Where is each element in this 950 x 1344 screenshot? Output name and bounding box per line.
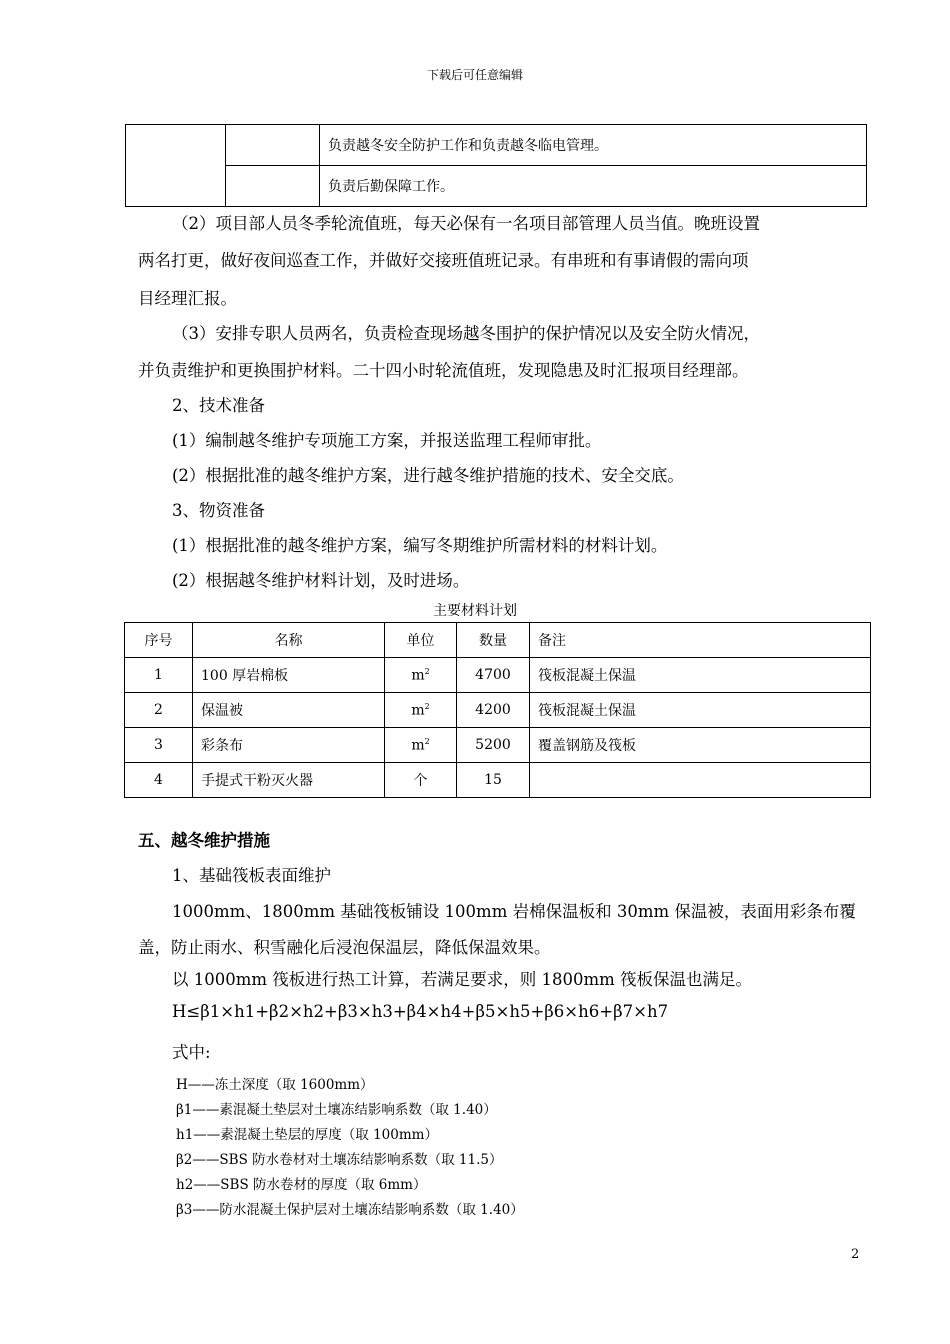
header-cell: 备注: [530, 623, 871, 658]
duty-table-duty-cell: 负责后勤保障工作。: [320, 166, 867, 207]
material-name: 手提式干粉灭火器: [193, 763, 385, 798]
definition-line: h2——SBS 防水卷材的厚度（取 6mm）: [176, 1177, 427, 1193]
paragraph: (2）根据越冬维护材料计划，及时进场。: [172, 571, 470, 590]
page-number: 2: [851, 1247, 860, 1262]
material-unit: $m^2$: [385, 728, 457, 763]
material-name: 保温被: [193, 693, 385, 728]
material-qty: 5200: [457, 728, 530, 763]
materials-table: [124, 622, 871, 798]
header-cell: 名称: [193, 623, 385, 658]
paragraph: 以 1000mm 筏板进行热工计算，若满足要求，则 1800mm 筏板保温也满足。: [172, 970, 753, 989]
paragraph: 并负责维护和更换围护材料。二十四小时轮流值班，发现隐患及时汇报项目经理部。: [138, 361, 749, 380]
material-qty: 15: [457, 763, 530, 798]
formula: H≤β1×h1+β2×h2+β3×h3+β4×h4+β5×h5+β6×h6+β7×h7: [172, 1002, 669, 1021]
table-row: [125, 763, 871, 798]
paragraph: (1）根据批准的越冬维护方案，编写冬期维护所需材料的材料计划。: [172, 536, 668, 555]
table-caption: 主要材料计划: [433, 603, 517, 619]
material-qty: 4200: [457, 693, 530, 728]
table-row: [125, 728, 871, 763]
definition-line: β1——素混凝土垫层对土壤冻结影响系数（取 1.40）: [176, 1102, 497, 1118]
header-cell: 数量: [457, 623, 530, 658]
row-number: 4: [125, 763, 193, 798]
subsection-heading: 1、基础筏板表面维护: [172, 866, 331, 885]
paragraph: 两名打更，做好夜间巡查工作，并做好交接班值班记录。有串班和有事请假的需向项: [138, 251, 749, 270]
section-heading: 2、技术准备: [172, 396, 265, 415]
paragraph: 1000mm、1800mm 基础筏板铺设 100mm 岩棉保温板和 30mm 保温被，表面用彩条布覆: [172, 902, 856, 921]
duty-table: [125, 124, 867, 207]
material-unit: 个: [385, 763, 457, 798]
material-unit: $m^2$: [385, 693, 457, 728]
duty-table-group-cell: [126, 125, 226, 207]
material-note: 筏板混凝土保温: [530, 693, 871, 728]
paragraph: (2）根据批准的越冬维护方案，进行越冬维护措施的技术、安全交底。: [172, 466, 684, 485]
definition-line: H——冻土深度（取 1600mm）: [176, 1077, 374, 1093]
material-unit: $m^2$: [385, 658, 457, 693]
definition-line: h1——素混凝土垫层的厚度（取 100mm）: [176, 1127, 438, 1143]
material-name: 100 厚岩棉板: [193, 658, 385, 693]
paragraph: 目经理汇报。: [138, 289, 237, 308]
header-cell: 单位: [385, 623, 457, 658]
header-cell: 序号: [125, 623, 193, 658]
section-heading: 3、物资准备: [172, 501, 265, 520]
paragraph: （2）项目部人员冬季轮流值班，每天必保有一名项目部管理人员当值。晚班设置: [172, 214, 760, 233]
duty-table-duty-cell: 负责越冬安全防护工作和负责越冬临电管理。: [320, 125, 867, 166]
table-header-row: [125, 623, 871, 658]
definition-line: β3——防水混凝土保护层对土壤冻结影响系数（取 1.40）: [176, 1202, 524, 1218]
table-row: [125, 693, 871, 728]
material-note: 覆盖钢筋及筏板: [530, 728, 871, 763]
paragraph: 盖，防止雨水、积雪融化后浸泡保温层，降低保温效果。: [138, 938, 551, 957]
section-title: 五、越冬维护措施: [138, 831, 270, 850]
material-note: [530, 763, 871, 798]
row-number: 3: [125, 728, 193, 763]
material-note: 筏板混凝土保温: [530, 658, 871, 693]
row-number: 2: [125, 693, 193, 728]
duty-table-role-cell: [226, 125, 320, 166]
paragraph: （3）安排专职人员两名，负责检查现场越冬围护的保护情况以及安全防火情况，: [172, 324, 760, 343]
material-qty: 4700: [457, 658, 530, 693]
table-row: [125, 658, 871, 693]
material-name: 彩条布: [193, 728, 385, 763]
paragraph: (1）编制越冬维护专项施工方案，并报送监理工程师审批。: [172, 431, 602, 450]
definition-line: β2——SBS 防水卷材对土壤冻结影响系数（取 11.5）: [176, 1152, 503, 1168]
row-number: 1: [125, 658, 193, 693]
duty-table-role-cell: [226, 166, 320, 207]
page-header: 下载后可任意编辑: [426, 68, 523, 82]
where-label: 式中:: [172, 1043, 211, 1062]
